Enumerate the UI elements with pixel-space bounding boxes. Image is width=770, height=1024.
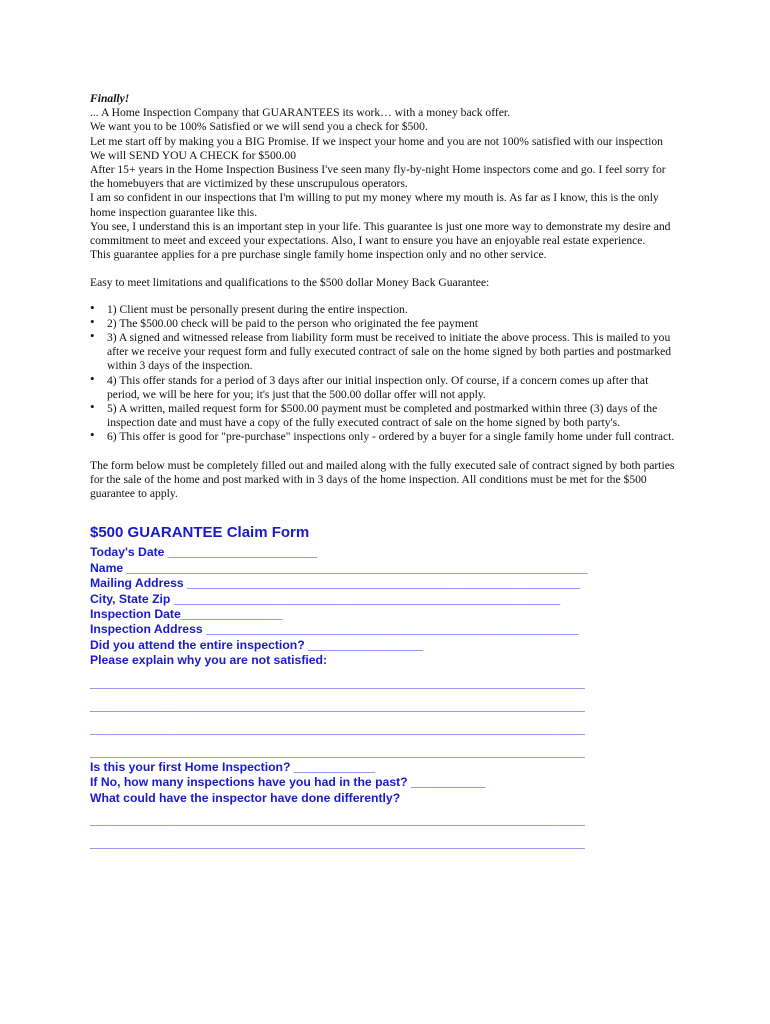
list-item: [90, 299, 680, 317]
explain-prompt: Please explain why you are not satisfied:: [90, 653, 328, 668]
intro-section: [90, 92, 680, 501]
intro-paragraph: Let me start off by making you a BIG Promise. If we inspect your home and you are not 100% satisfied with our inspection: [90, 134, 663, 148]
explanation-line[interactable]: _________________________________________________________________________: [90, 675, 585, 690]
explanation-line[interactable]: _________________________________________________________________________: [90, 698, 585, 713]
intro-paragraph: You see, I understand this is an important step in your life. This guarantee is just one more way to demonstrate my desire and commitment to meet and exceed your expectations. Also, I want to ensure you have an enjoyable real estate experience.: [90, 219, 671, 248]
conditions-list: [90, 299, 680, 445]
bullet-icon: •: [90, 370, 95, 386]
explanation-line[interactable]: _________________________________________________________________________: [90, 744, 585, 759]
differently-line[interactable]: _________________________________________________________________________: [90, 813, 585, 828]
bullet-icon: •: [90, 328, 95, 344]
how-many-inspections-field[interactable]: If No, how many inspections have you had in the past? ___________: [90, 775, 486, 790]
intro-paragraph: This guarantee applies for a pre purchase single family home inspection only and no other service.: [90, 248, 547, 262]
intro-paragraph: ... A Home Inspection Company that GUARANTEES its work… with a money back offer.: [90, 106, 511, 120]
condition-text: 5) A written, mailed request form for $500.00 payment must be completed and postmarked within three (3) days of the inspection date and must have a copy of the fully executed contract of sale on the home signed by both party's.: [107, 402, 658, 430]
bullet-icon: •: [90, 313, 95, 329]
claim-form-title: $500 GUARANTEE Claim Form: [90, 524, 310, 542]
bullet-icon: •: [90, 399, 95, 415]
intro-title: Finally!: [90, 92, 130, 105]
claim-form: [90, 523, 680, 851]
intro-paragraph: We want you to be 100% Satisfied or we will send you a check for $500.: [90, 120, 428, 134]
condition-text: 3) A signed and witnessed release from liability form must be received to initiate the above process. This is mailed to you after we receive your request form and fully executed contract of sale on the home signed by both parties and postmarked within 3 days of the inspection.: [107, 331, 672, 373]
list-item: [90, 313, 680, 331]
condition-text: 4) This offer stands for a period of 3 days after our initial inspection only. Of course, if a concern comes up after that period, we will be here for you; it's just that the 500.00 dollar offer will not apply.: [107, 373, 649, 401]
list-item: [90, 399, 680, 430]
list-item: [90, 370, 680, 402]
explanation-line[interactable]: _________________________________________________________________________: [90, 721, 585, 736]
condition-text: 6) This offer is good for "pre-purchase" inspections only - ordered by a buyer for a single family home under full contract.: [107, 430, 675, 444]
todays-date-field[interactable]: Today's Date ______________________: [90, 545, 317, 560]
closing-paragraph: The form below must be completely filled out and mailed along with the fully executed sale of contract signed by both parties for the sale of the home and post marked with in 3 days of the home inspection. All conditions must be met for the $500 guarantee to apply.: [90, 458, 675, 501]
bullet-icon: •: [90, 427, 95, 443]
inspection-date-field[interactable]: Inspection Date_______________: [90, 606, 283, 621]
bullet-icon: •: [90, 299, 95, 315]
differently-line[interactable]: _________________________________________________________________________: [90, 836, 585, 851]
mailing-address-field[interactable]: Mailing Address __________________________________________________________: [90, 576, 581, 591]
condition-text: 2) The $500.00 check will be paid to the person who originated the fee payment: [107, 316, 478, 330]
condition-text: 1) Client must be personally present during the entire inspection.: [107, 302, 408, 316]
first-inspection-field[interactable]: Is this your first Home Inspection? ____________: [90, 759, 376, 774]
name-field[interactable]: Name ____________________________________________________________________: [90, 560, 588, 575]
city-state-zip-field[interactable]: City, State Zip _________________________________________________________: [90, 591, 561, 606]
differently-prompt: What could have the inspector have done differently?: [90, 790, 401, 805]
intro-paragraph: I am so confident in our inspections that I'm willing to put my money where my mouth is. As far as I know, this is the only home inspection guarantee like this.: [90, 191, 659, 219]
intro-paragraph: We will SEND YOU A CHECK for $500.00: [90, 148, 297, 162]
limitations-heading: Easy to meet limitations and qualifications to the $500 dollar Money Back Guarantee:: [90, 276, 490, 290]
attend-inspection-field[interactable]: Did you attend the entire inspection? _________________: [90, 637, 424, 652]
intro-paragraph: After 15+ years in the Home Inspection Business I've seen many fly-by-night Home inspectors come and go. I feel sorry for the homebuyers that are victimized by these unscrupulous operators.: [90, 163, 666, 191]
list-item: [90, 427, 680, 444]
inspection-address-field[interactable]: Inspection Address _______________________________________________________: [90, 622, 579, 637]
document-page: [90, 92, 680, 852]
list-item: [90, 328, 680, 374]
